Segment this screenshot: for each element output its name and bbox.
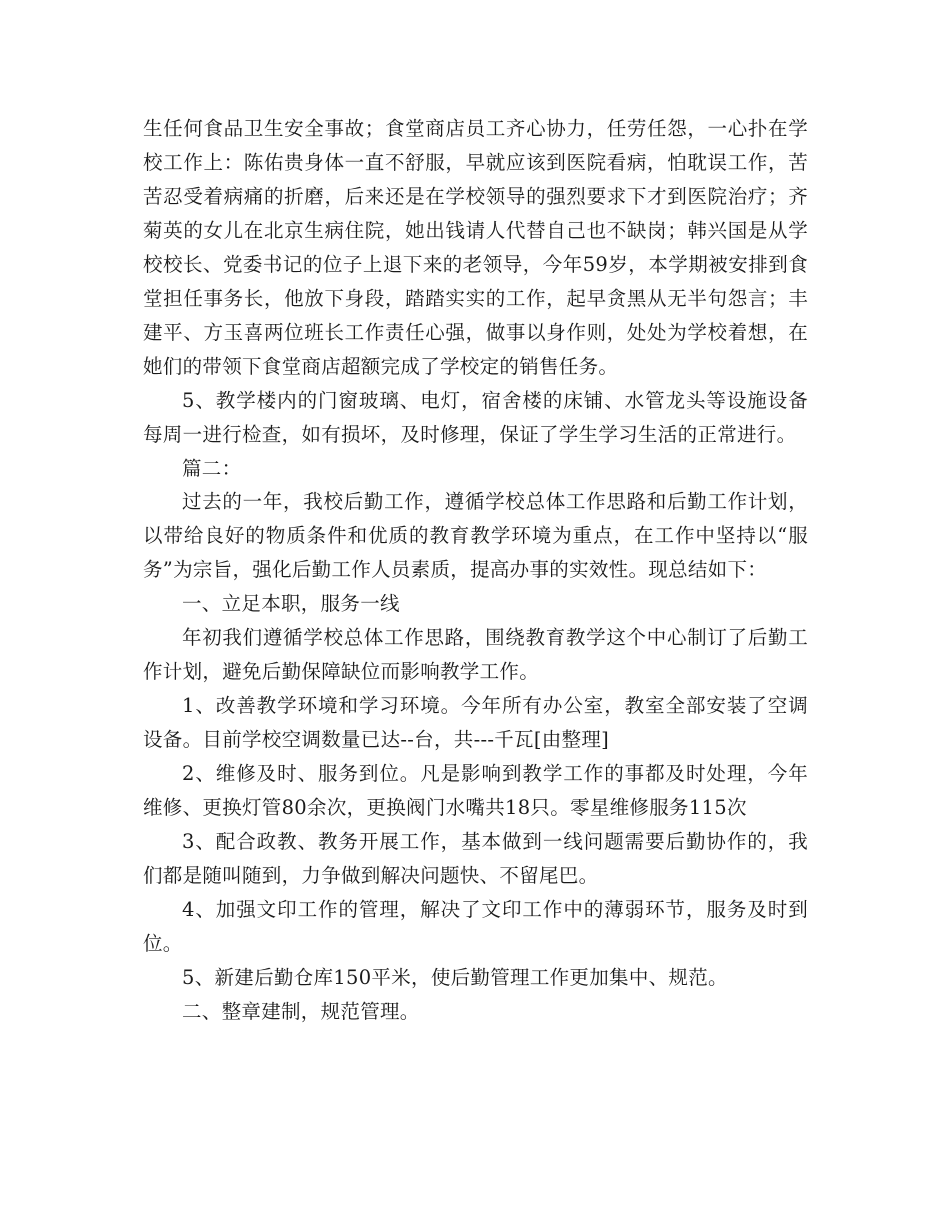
paragraph-item-5-facilities: 5、教学楼内的门窗玻璃、电灯，宿舍楼的床铺、水管龙头等设施设备每周一进行检查，如有损坏，及时修理，保证了学生学习生活的正常进行。	[143, 388, 808, 446]
section-heading-part-two: 篇二：	[182, 456, 242, 480]
document-body	[143, 112, 808, 1029]
paragraph-item-3: 3、配合政教、教务开展工作，基本做到一线问题需要后勤协作的，我们都是随叫随到，力争做到解决问题快、不留尾巴。	[143, 830, 808, 887]
paragraph-item-4: 4、加强文印工作的管理，解决了文印工作中的薄弱环节，服务及时到位。	[143, 897, 808, 955]
paragraph-plan: 年初我们遵循学校总体工作思路，围绕教育教学这个中心制订了后勤工作计划，避免后勤保障缺位而影响教学工作。	[143, 626, 808, 684]
paragraph-intro: 过去的一年，我校后勤工作，遵循学校总体工作思路和后勤工作计划，以带给良好的物质条件和优质的教育教学环境为重点，在工作中坚持以“服务”为宗旨，强化后勤工作人员素质，提高办事的实效性。现总结如下：	[143, 490, 808, 582]
section-heading-2: 二、整章建制，规范管理。	[182, 999, 420, 1023]
paragraph-item-1: 1、改善教学环境和学习环境。今年所有办公室，教室全部安装了空调设备。目前学校空调数量已达--台，共---千瓦[由整理]	[143, 694, 808, 752]
paragraph-item-5-warehouse: 5、新建后勤仓库150平米，使后勤管理工作更加集中、规范。	[182, 965, 728, 989]
section-heading-1: 一、立足本职，服务一线	[182, 592, 400, 616]
paragraph-item-2: 2、维修及时、服务到位。凡是影响到教学工作的事都及时处理，今年维修、更换灯管80余次，更换阀门水嘴共18只。零星维修服务115次	[143, 762, 808, 820]
paragraph-continuation: 生任何食品卫生安全事故；食堂商店员工齐心协力，任劳任怨，一心扑在学校工作上：陈佑贵身体一直不舒服，早就应该到医院看病，怕耽误工作，苦苦忍受着病痛的折磨，后来还是在学校领导的强烈要求下才到医院治疗；齐菊英的女儿在北京生病住院，她出钱请人代替自己也不缺岗；韩兴国是从学校校长、党委书记的位子上退下来的老领导，今年59岁，本学期被安排到食堂担任事务长，他放下身段，踏踏实实的工作，起早贪黑从无半句怨言；丰建平、方玉喜两位班长工作责任心强，做事以身作则，处处为学校着想，在她们的带领下食堂商店超额完成了学校定的销售任务。	[143, 117, 808, 378]
